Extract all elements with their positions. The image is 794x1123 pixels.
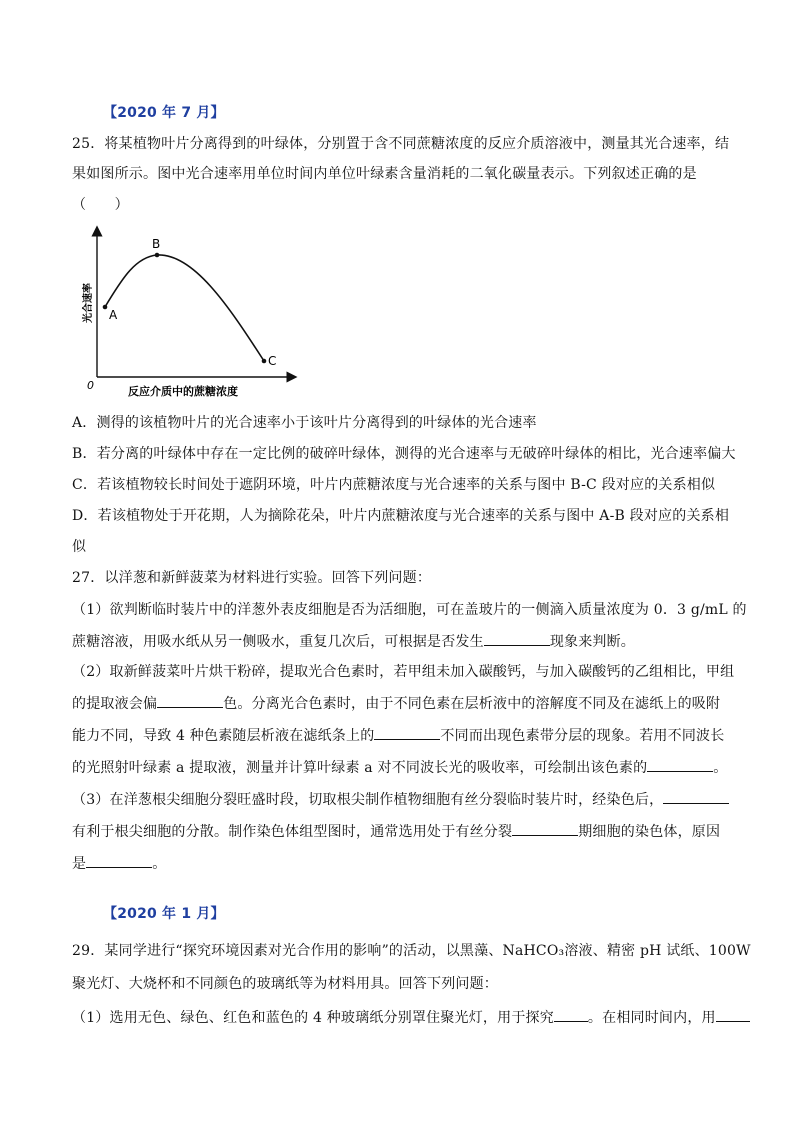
q27-part3-text-c: 期细胞的染色体，原因 — [578, 824, 721, 840]
q27-part1-line-1: （1）欲判断临时装片中的洋葱外表皮细胞是否为活细胞，可在盖玻片的一侧滴入质量浓度为 0．3 g/mL 的 — [72, 602, 747, 618]
q27-title: 27．以洋葱和新鲜菠菜为材料进行实验。回答下列问题： — [72, 570, 432, 586]
point-c-marker — [262, 359, 267, 364]
q27-part3-text-b: 有利于根尖细胞的分散。制作染色体组型图时，通常选用处于有丝分裂 — [72, 824, 513, 840]
q29-part1-text-b: 。在相同时间内，用 — [587, 1010, 716, 1026]
q25-option-d-line-1: D．若该植物处于开花期，人为摘除花朵，叶片内蔗糖浓度与光合速率的关系与图中 A-B 段对应的关系相 — [72, 508, 730, 524]
q27-part2-text-a: 的提取液会偏 — [72, 696, 158, 712]
x-axis-label: 反应介质中的蔗糖浓度 — [128, 385, 238, 398]
point-c-label: C — [268, 354, 277, 368]
q27-blank-2[interactable] — [157, 693, 223, 708]
q27-part1-line-2 — [72, 631, 635, 652]
q29-part1-text-a: （1）选用无色、绿色、红色和蓝色的 4 种玻璃纸分别罩住聚光灯，用于探究 — [72, 1010, 554, 1026]
q25-option-b: B．若分离的叶绿体中存在一定比例的破碎叶绿体，测得的光合速率与无破碎叶绿体的相比，光合速率偏大 — [72, 446, 736, 462]
q27-blank-5[interactable] — [663, 789, 729, 804]
rate-curve — [105, 255, 264, 361]
q29-blank-2[interactable] — [716, 1007, 750, 1022]
q25-stem-line-2: 果如图所示。图中光合速率用单位时间内单位叶绿素含量消耗的二氧化碳量表示。下列叙述正确的是 — [72, 166, 697, 182]
section-header-2020-07: 【2020 年 7 月】 — [103, 105, 225, 121]
q27-part1-text-a: 蔗糖溶液，用吸水纸从另一侧吸水，重复几次后，可根据是否发生 — [72, 634, 484, 650]
q29-stem-line-1: 29．某同学进行“探究环境因素对光合作用的影响”的活动，以黑藻、NaHCO₃溶液、精密 pH 试纸、100W — [72, 943, 751, 959]
point-a-label: A — [109, 308, 118, 322]
q27-blank-4[interactable] — [647, 757, 713, 772]
q27-part3-line-2 — [72, 821, 720, 842]
q27-part2-text-c: 能力不同，导致 4 种色素随层析液在滤纸条上的 — [72, 728, 375, 744]
point-b-marker — [155, 253, 160, 258]
q27-part2-text-e: 的光照射叶绿素 a 提取液，测量并计算叶绿素 a 对不同波长光的吸收率，可绘制出该色素的 — [72, 760, 648, 776]
q29-blank-1[interactable] — [554, 1007, 588, 1022]
q27-part2-text-f: 。 — [713, 760, 728, 776]
q27-part2-line-2 — [72, 693, 720, 714]
q25-option-d-line-2: 似 — [72, 539, 87, 555]
point-b-label: B — [152, 237, 161, 251]
q27-part3-text-d: 是 — [72, 856, 87, 872]
q27-part3-text-e: 。 — [152, 856, 167, 872]
q27-blank-3[interactable] — [374, 725, 440, 740]
q25-figure-curve — [78, 225, 302, 405]
point-a-marker — [103, 305, 108, 310]
q27-part2-text-d: 不同而出现色素带分层的现象。若用不同波长 — [440, 728, 725, 744]
q25-stem-line-1: 25．将某植物叶片分离得到的叶绿体，分别置于含不同蔗糖浓度的反应介质溶液中，测量其光合速率，结 — [72, 136, 730, 152]
q27-part2-line-3 — [72, 725, 724, 746]
section-header-2020-01: 【2020 年 1 月】 — [103, 906, 225, 922]
q27-blank-6[interactable] — [512, 821, 578, 836]
q29-part1-line-1 — [72, 1007, 750, 1028]
q27-part2-line-4 — [72, 757, 728, 778]
q27-part3-text-a: （3）在洋葱根尖细胞分裂旺盛时段，切取根尖制作植物细胞有丝分裂临时装片时，经染色后， — [72, 792, 664, 808]
q27-blank-1[interactable] — [484, 631, 550, 646]
y-axis-label: 光合速率 — [83, 283, 94, 323]
q27-part2-line-1: （2）取新鲜菠菜叶片烘干粉碎，提取光合色素时，若甲组未加入碳酸钙，与加入碳酸钙的乙组相比，甲组 — [72, 664, 735, 680]
q27-blank-7[interactable] — [86, 853, 152, 868]
q25-answer-parentheses: （ ） — [72, 197, 129, 213]
q25-option-c: C．若该植物较长时间处于遮阴环境，叶片内蔗糖浓度与光合速率的关系与图中 B-C 段对应的关系相似 — [72, 477, 716, 493]
origin-label: 0 — [87, 379, 94, 392]
q29-stem-line-2: 聚光灯、大烧杯和不同颜色的玻璃纸等为材料用具。回答下列问题： — [72, 976, 498, 992]
q27-part1-text-b: 现象来判断。 — [549, 634, 636, 650]
q27-part3-line-1 — [72, 789, 729, 810]
q27-part3-line-3 — [72, 853, 166, 874]
q25-option-a: A．测得的该植物叶片的光合速率小于该叶片分离得到的叶绿体的光合速率 — [72, 415, 537, 431]
q27-part2-text-b: 色。分离光合色素时，由于不同色素在层析液中的溶解度不同及在滤纸上的吸附 — [223, 696, 721, 712]
